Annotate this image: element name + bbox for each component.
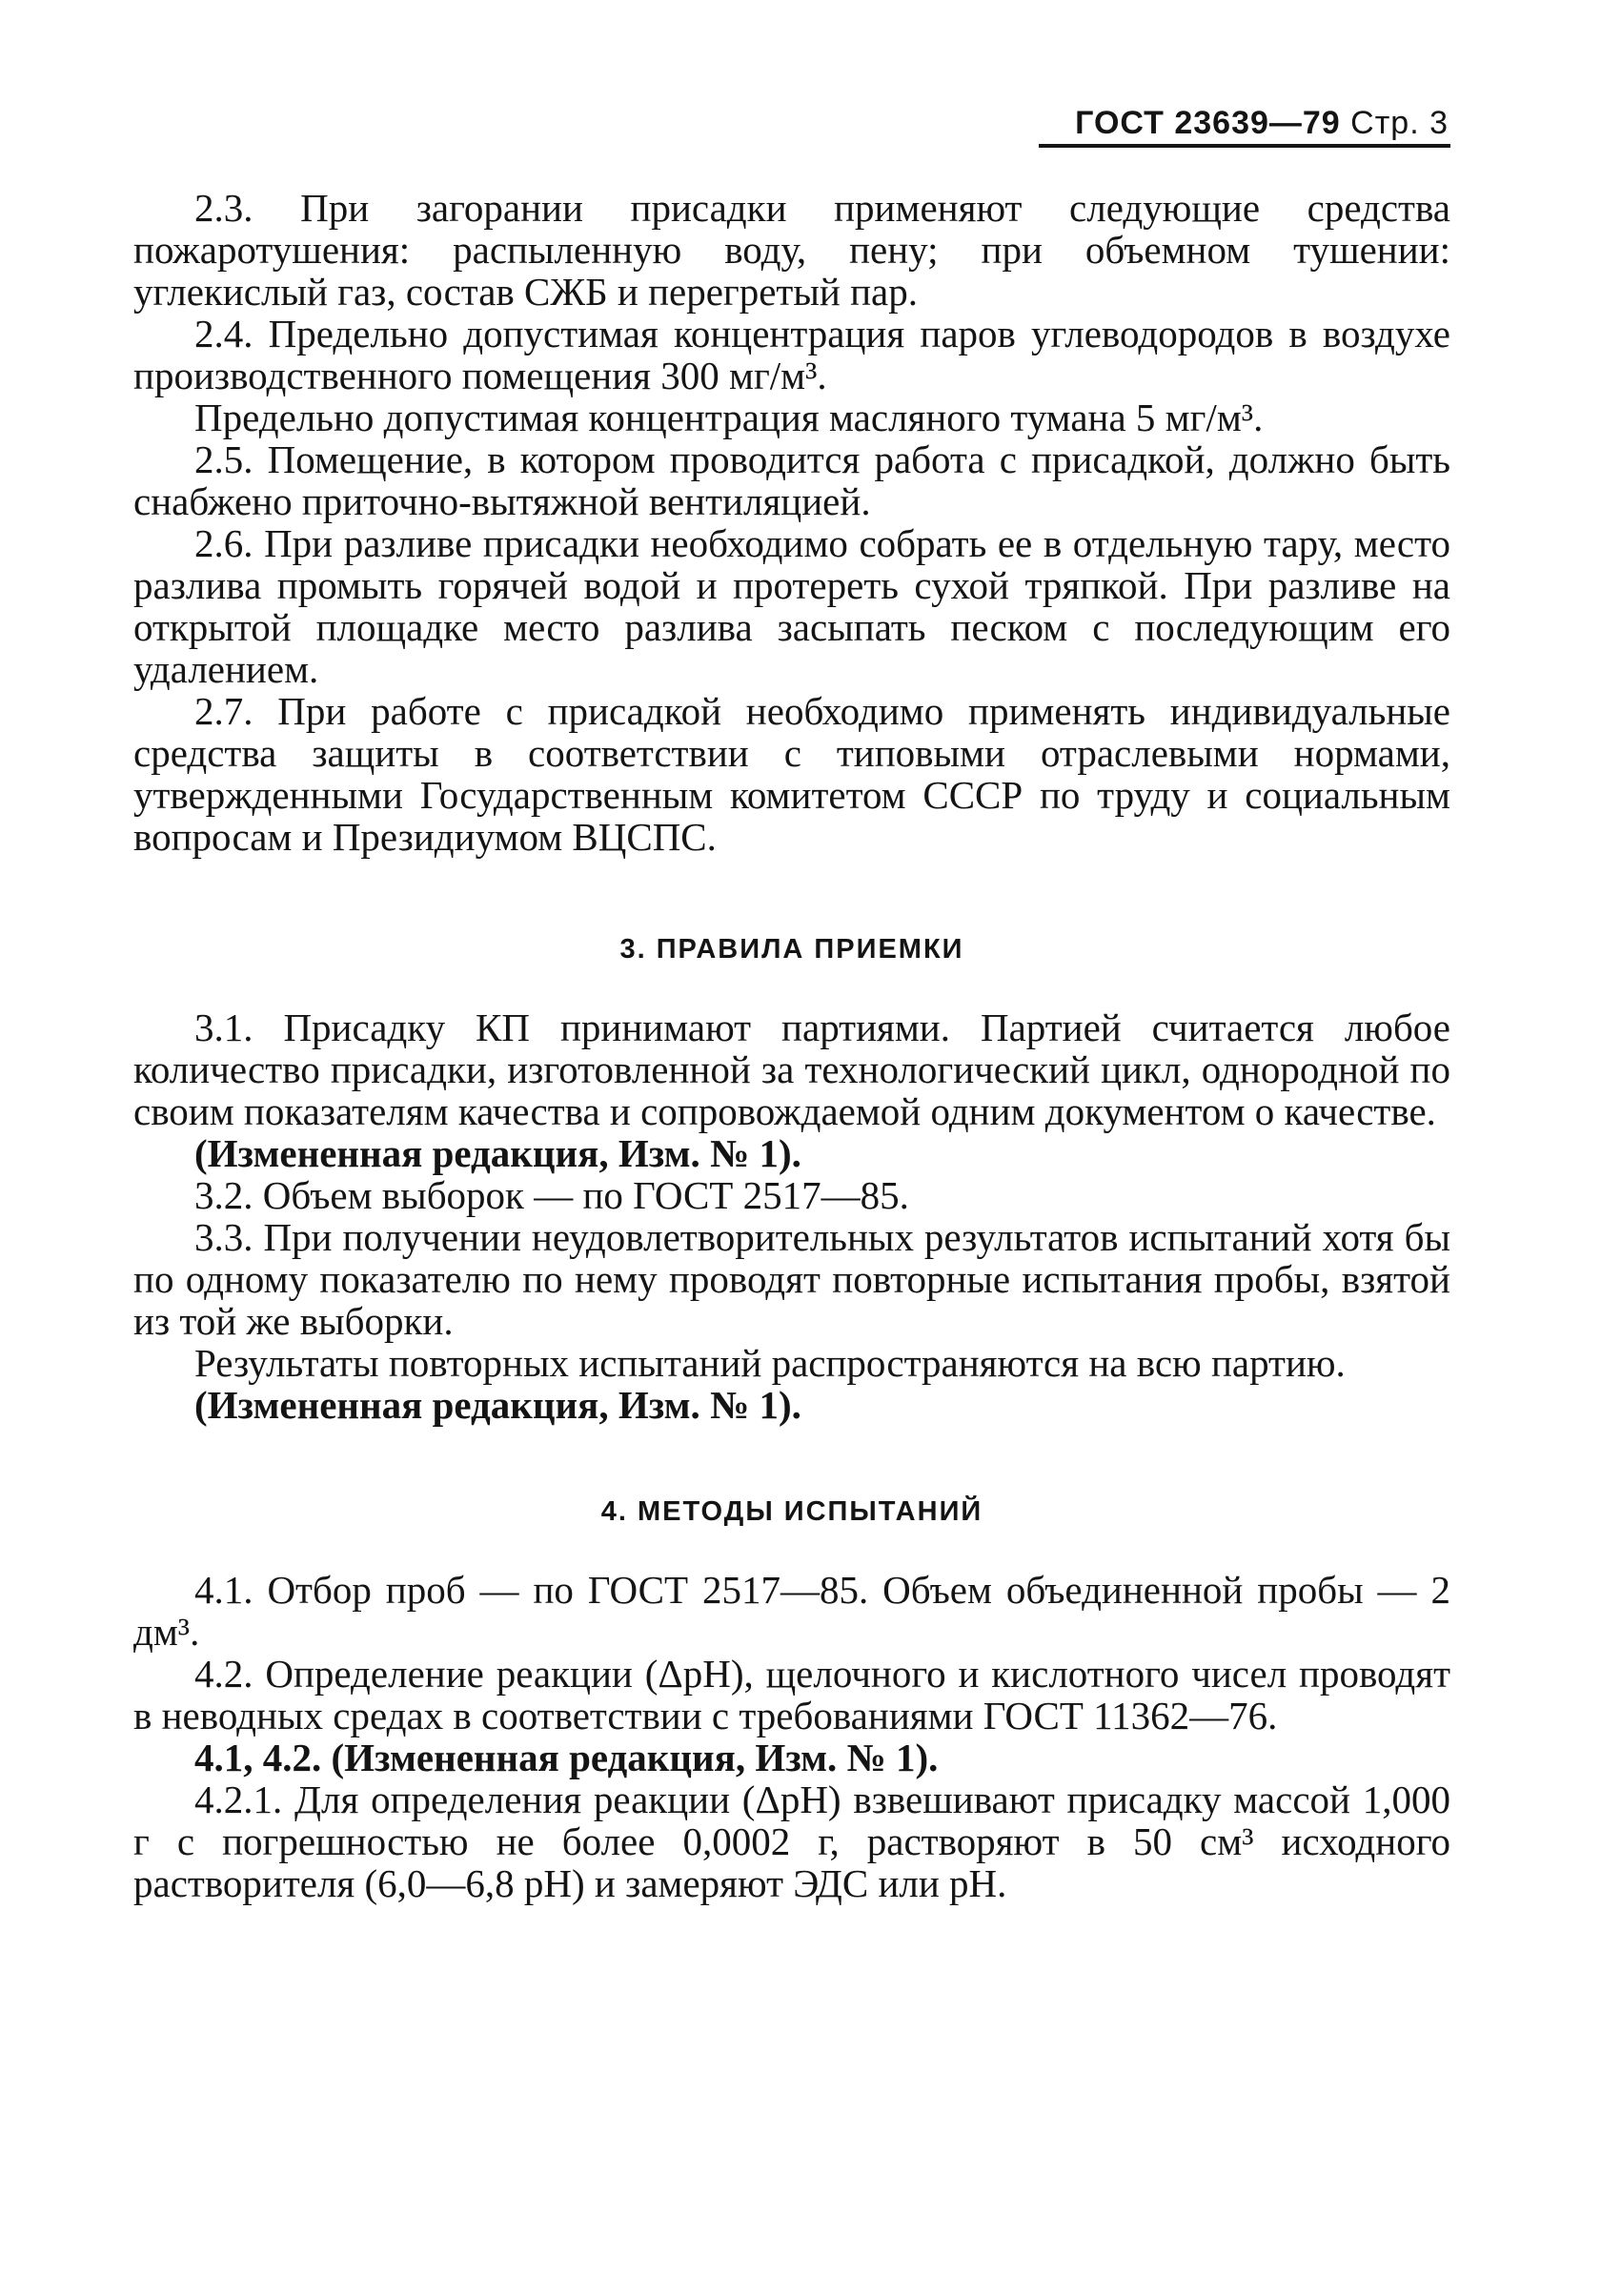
paragraph-2-4: 2.4. Предельно допустимая концентрация паров углеводородов в воздухе производственного помещения 300 мг/м³.	[133, 312, 1450, 397]
paragraph-4-2-1: 4.2.1. Для определения реакции (ΔpH) взвешивают присадку массой 1,000 г с погрешностью не более 0,0002 г, растворяют в 50 см³ исходного растворителя (6,0—6,8 pH) и замеряют ЭДС или pH.	[133, 1778, 1450, 1905]
paragraph-3-2: 3.2. Объем выборок — по ГОСТ 2517—85.	[194, 1173, 909, 1217]
amendment-note-3-3: (Измененная редакция, Изм. № 1).	[194, 1383, 801, 1427]
section-3-heading: 3. ПРАВИЛА ПРИЕМКИ	[619, 934, 964, 965]
paragraph-2-7: 2.7. При работе с присадкой необходимо применять индивидуальные средства защиты в соответствии с типовыми отраслевыми нормами, утвержденными Государственным комитетом СССР по труду и социальным вопросам и Президиумом ВЦСПС.	[133, 689, 1450, 859]
paragraph-4-1: 4.1. Отбор проб — по ГОСТ 2517—85. Объем объединенной пробы — 2 дм³.	[133, 1568, 1450, 1654]
page-header	[1039, 105, 1449, 142]
section-4-heading: 4. МЕТОДЫ ИСПЫТАНИЙ	[600, 1496, 983, 1527]
paragraph-2-5: 2.5. Помещение, в котором проводится работа с присадкой, должно быть снабжено приточно-вытяжной вентиляцией.	[133, 437, 1450, 523]
paragraph-2-4-fog: Предельно допустимая концентрация масляного тумана 5 мг/м³.	[194, 396, 1264, 439]
amendment-note-3-1: (Измененная редакция, Изм. № 1).	[194, 1131, 801, 1175]
amendment-note-4-2: 4.1, 4.2. (Измененная редакция, Изм. № 1).	[194, 1736, 939, 1779]
header-rule	[1039, 144, 1450, 148]
paragraph-3-3: 3.3. При получении неудовлетворительных результатов испытаний хотя бы по одному показателю по нему проводят повторные испытания пробы, взятой из той же выборки.	[133, 1215, 1450, 1343]
paragraph-2-3: 2.3. При загорании присадки применяют следующие средства пожаротушения: распыленную воду, пену; при объемном тушении: углекислый газ, состав СЖБ и перегретый пар.	[133, 186, 1450, 314]
doc-number: ГОСТ 23639—79	[1075, 105, 1341, 141]
paragraph-2-6: 2.6. При разливе присадки необходимо собрать ее в отдельную тару, место разлива промыть горячей водой и протереть сухой тряпкой. При разливе на открытой площадке место разлива засыпать песком с последующим его удалением.	[133, 521, 1450, 691]
page-body	[133, 187, 1450, 1904]
paragraph-3-1: 3.1. Присадку КП принимают партиями. Партией считается любое количество присадки, изготовленной за технологический цикл, однородной по своим показателям качества и сопровождаемой одним документом о качестве.	[133, 1006, 1450, 1133]
paragraph-3-3-results: Результаты повторных испытаний распространяются на всю партию.	[194, 1341, 1346, 1385]
paragraph-4-2: 4.2. Определение реакции (ΔpH), щелочного и кислотного чисел проводят в неводных средах в соответствии с требованиями ГОСТ 11362—76.	[133, 1652, 1450, 1737]
page-number: Стр. 3	[1350, 105, 1449, 141]
